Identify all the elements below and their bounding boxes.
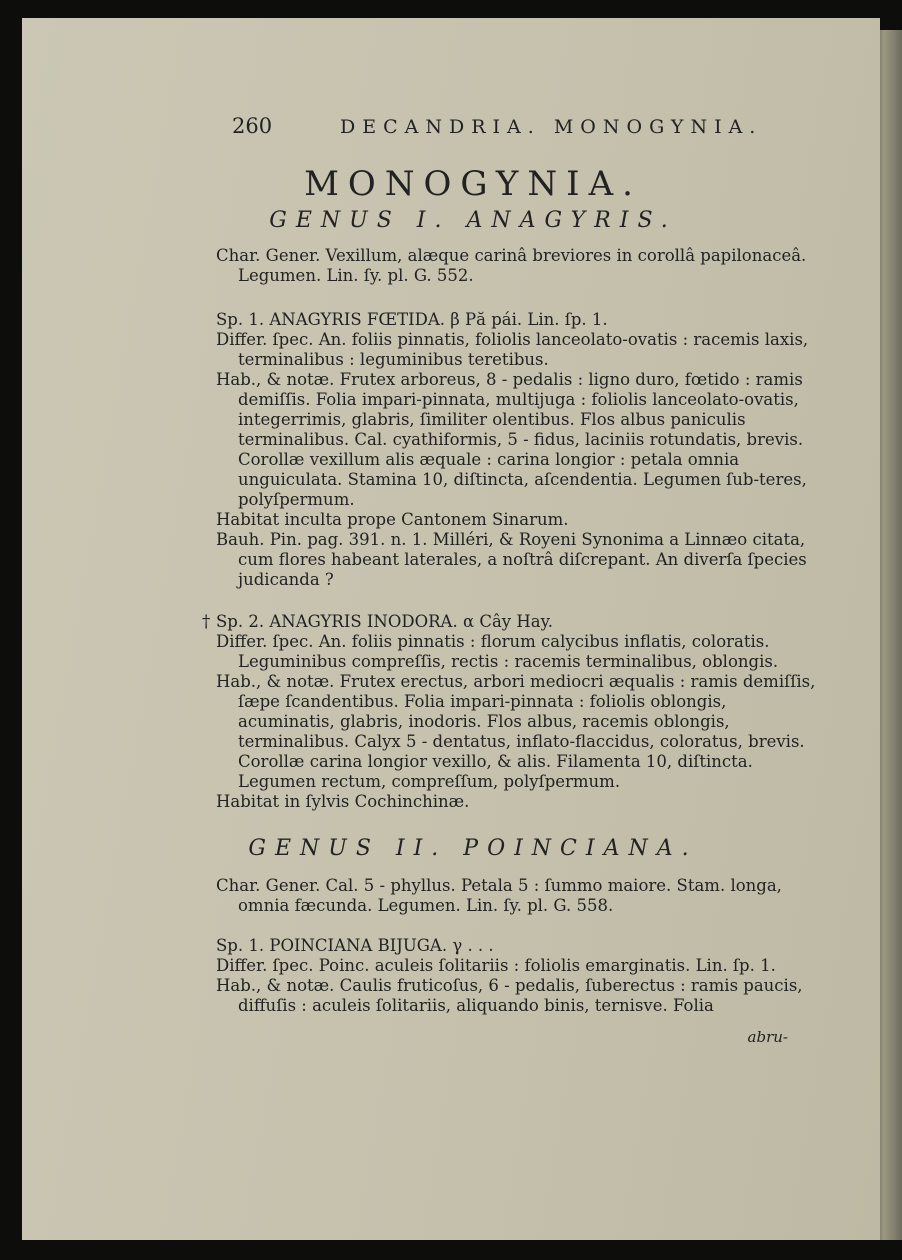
book-page xyxy=(22,18,880,1240)
genus-2-character xyxy=(216,876,816,916)
genus-1-heading: GENUS I. ANAGYRIS. xyxy=(269,208,677,233)
species-title: Sp. 1. ANAGYRIS FŒTIDA. β Pă pái. Lin. ſp. 1. xyxy=(216,310,608,329)
dagger-mark: † xyxy=(202,612,211,631)
page-number: 260 xyxy=(232,114,273,138)
character-text: Char. Gener. Cal. 5 - phyllus. Petala 5 : ſummo maiore. Stam. longa, omnia fæcunda. Legumen. Lin. ſy. pl. G. 558. xyxy=(216,876,782,915)
running-head xyxy=(22,114,880,144)
species-title: Sp. 1. POINCIANA BIJUGA. γ . . . xyxy=(216,936,494,955)
species-anagyris-inodora xyxy=(202,612,816,812)
habit-description: Hab., & notæ. Frutex erectus, arbori mediocri æqualis : ramis demiſſis, ſæpe ſcandentibus. Folia impari-pinnata : foliolis oblongis, acuminatis, glabris, inodoris. Flos albus, racemis oblongis, terminalibus. Calyx 5 - dentatus, inflato-flaccidus, coloratus, brevis. Corollæ carina longior vexillo, & alis. Filamenta 10, diſtincta. Legumen rectum, compreſſum, polyſpermum. xyxy=(216,672,816,791)
species-poinciana-bijuga xyxy=(216,936,816,1016)
habitat: Habitat in ſylvis Cochinchinæ. xyxy=(216,792,470,811)
differentia: Differ. ſpec. Poinc. aculeis ſolitariis : foliolis emarginatis. Lin. ſp. 1. xyxy=(216,956,776,975)
catchword: abru- xyxy=(747,1028,788,1046)
genus-2-heading: GENUS II. POINCIANA. xyxy=(248,836,698,861)
habitat: Habitat inculta prope Cantonem Sinarum. xyxy=(216,510,569,529)
differentia: Differ. ſpec. An. foliis pinnatis, foliolis lanceolato-ovatis : racemis laxis, terminalibus : leguminibus teretibus. xyxy=(216,330,809,369)
habit-description: Hab., & notæ. Frutex arboreus, 8 - pedalis : ligno duro, fœtido : ramis demiſſis. Folia impari-pinnata, multijuga : foliolis lanceolato-ovatis, integerrimis, glabris, ſimiliter olentibus. Flos albus paniculis terminalibus. Cal. cyathiformis, 5 - fidus, laciniis rotundatis, brevis. Corollæ vexillum alis æquale : carina longior : petala omnia unguiculata. Stamina 10, diſtincta, aſcendentia. Legumen ſub-teres, polyſpermum. xyxy=(216,370,807,509)
section-title: MONOGYNIA. xyxy=(304,164,642,204)
species-anagyris-foetida xyxy=(216,310,816,590)
character-text: Char. Gener. Vexillum, alæque carinâ breviores in corollâ papilonaceâ. Legumen. Lin. ſy. pl. G. 552. xyxy=(216,246,807,285)
species-title: Sp. 2. ANAGYRIS INODORA. α Cây Hay. xyxy=(216,612,553,631)
genus-1-character xyxy=(216,246,816,286)
running-title: DECANDRIA. MONOGYNIA. xyxy=(340,116,763,138)
habit-description: Hab., & notæ. Caulis fruticoſus, 6 - pedalis, ſuberectus : ramis paucis, diffuſis : aculeis ſolitariis, aliquando binis, ternisve. Folia xyxy=(216,976,803,1015)
synonyms-note: Bauh. Pin. pag. 391. n. 1. Milléri, & Royeni Synonima a Linnæo citata, cum flores habeant laterales, a noſtrâ diſcrepant. An diverſa ſpecies judicanda ? xyxy=(216,530,807,589)
differentia: Differ. ſpec. An. foliis pinnatis : florum calycibus inflatis, coloratis. Leguminibus compreſſis, rectis : racemis terminalibus, oblongis. xyxy=(216,632,779,671)
